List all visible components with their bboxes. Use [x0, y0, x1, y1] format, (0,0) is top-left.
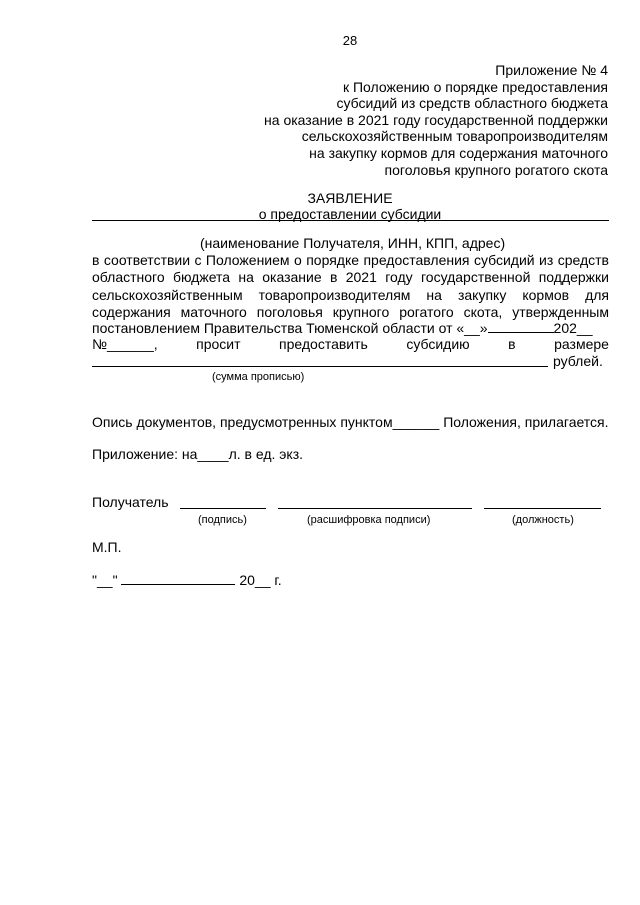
date-quote-close: "	[112, 572, 118, 588]
date-suffix: г.	[274, 572, 282, 588]
decree-year-blank[interactable]: __	[576, 320, 593, 336]
position-caption: (должность)	[512, 514, 574, 526]
body-line: областного бюджета на оказание в 2021 году государственной поддержки	[92, 269, 609, 286]
body-line: содержания маточного поголовья крупного рогатого скота, утвержденным	[92, 303, 609, 320]
decree-day-blank[interactable]: __	[464, 320, 480, 336]
decree-line-text	[92, 319, 592, 337]
recipient-label: Получатель	[92, 494, 169, 510]
number-prefix: №	[92, 336, 108, 352]
page-number: 28	[342, 33, 358, 48]
date-day-blank[interactable]: __	[96, 572, 113, 588]
signature-blank-line[interactable]	[180, 508, 266, 509]
appendix-line: на оказание в 2021 году государственной поддержки	[264, 111, 608, 128]
attachment-line-start: Приложение: на	[92, 446, 198, 462]
decree-month-blank[interactable]	[488, 319, 554, 333]
signature-caption: (подпись)	[198, 514, 247, 526]
decree-line-start: постановлением Правительства Тюменской области от «	[92, 320, 465, 336]
decree-year: 202	[553, 320, 577, 336]
date-year-prefix: 20	[239, 572, 255, 588]
word-subsidy: субсидию	[406, 336, 470, 352]
signature-transcript-caption: (расшифровка подписи)	[307, 514, 431, 526]
decree-number	[92, 336, 158, 353]
appendix-header	[208, 62, 608, 178]
body-line: в соответствии с Положением о порядке предоставления субсидий из средств	[92, 252, 609, 268]
documents-line-end: Положения, прилагается.	[443, 414, 609, 430]
word-asks: просит	[196, 336, 241, 352]
document-subtitle: о предоставлении субсидии	[258, 206, 442, 222]
attachment-line	[92, 446, 303, 463]
amount-caption: (сумма прописью)	[212, 371, 305, 383]
position-blank-line[interactable]	[484, 508, 601, 509]
body-paragraph	[92, 252, 609, 321]
date-quote-open: "	[92, 572, 97, 588]
appendix-line: на закупку кормов для содержания маточного	[309, 144, 608, 161]
decree-quote-close: »	[479, 320, 488, 336]
appendix-line: поголовья крупного рогатого скота	[384, 161, 608, 178]
appendix-line: сельскохозяйственным товаропроизводителям	[301, 128, 608, 145]
number-blank[interactable]: ______,	[107, 336, 158, 352]
signature-transcript-blank-line[interactable]	[278, 508, 472, 509]
documents-line-start: Опись документов, предусмотренных пунктом	[92, 414, 393, 430]
rubles-label: рублей.	[553, 353, 603, 369]
attachment-line-end: л. в ед. экз.	[228, 446, 304, 462]
appendix-line: к Положению о порядке предоставления	[342, 78, 608, 95]
document-heading	[0, 190, 640, 222]
amount-blank-line[interactable]	[92, 366, 548, 367]
body-line: сельскохозяйственным товаропроизводителям на закупку кормов для	[92, 286, 609, 303]
date-year-blank[interactable]: __	[254, 572, 271, 588]
appendix-title: Приложение № 4	[495, 62, 608, 78]
recipient-blank-line[interactable]	[92, 220, 609, 221]
recipient-caption: (наименование Получателя, ИНН, КПП, адрес)	[200, 235, 506, 251]
stamp-label: М.П.	[92, 539, 122, 555]
documents-clause-blank[interactable]: ______	[392, 414, 440, 430]
word-provide: предоставить	[279, 336, 368, 352]
date-line	[92, 571, 282, 589]
date-month-blank[interactable]	[121, 571, 235, 585]
word-in: в	[508, 336, 516, 352]
number-line	[92, 336, 609, 353]
attachment-sheets-blank[interactable]: ____	[197, 446, 229, 462]
decree-date-line	[92, 319, 609, 337]
documents-line	[92, 414, 609, 431]
appendix-line: субсидий из средств областного бюджета	[336, 95, 608, 112]
word-amount: размере	[554, 336, 609, 352]
document-title: ЗАЯВЛЕНИЕ	[307, 190, 393, 206]
